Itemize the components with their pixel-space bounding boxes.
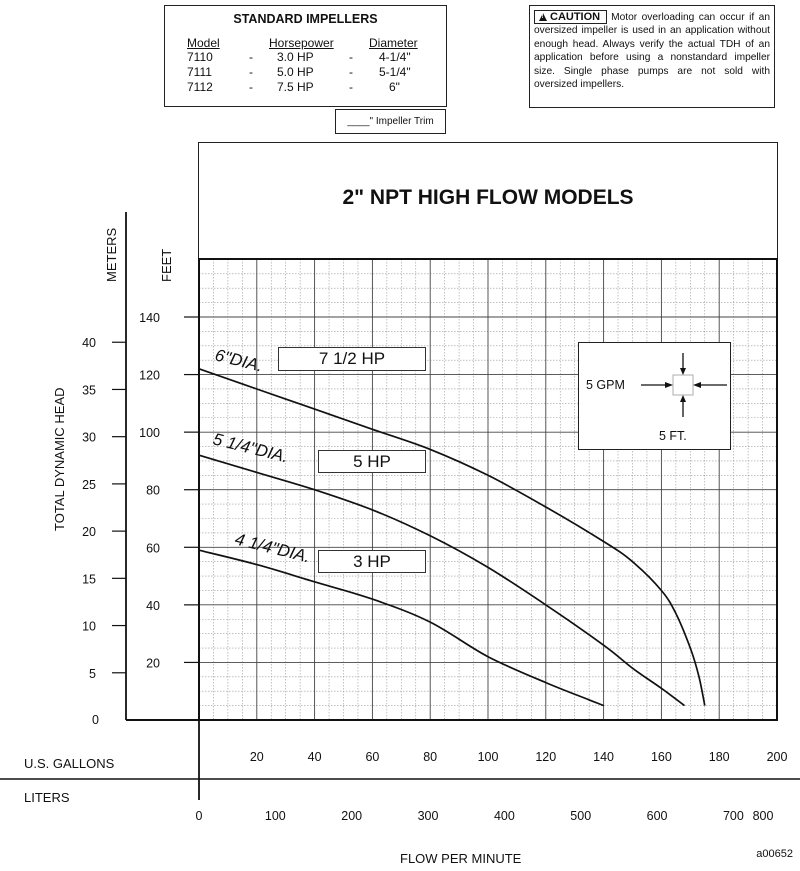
feet-tick-label: 140 bbox=[139, 311, 160, 325]
row-dia: 4-1/4" bbox=[379, 50, 411, 64]
liters-tick-label: 0 bbox=[195, 809, 203, 823]
row-dash: - bbox=[249, 50, 253, 64]
liters-tick-label: 200 bbox=[341, 809, 363, 823]
col-model: Model bbox=[187, 36, 220, 50]
dia-label-4-1-4: 4 1/4"DIA. bbox=[233, 529, 313, 567]
legend-ft: 5 FT. bbox=[659, 429, 687, 443]
impellers-heading: STANDARD IMPELLERS bbox=[233, 12, 378, 26]
meters-tick-label: 20 bbox=[82, 525, 96, 540]
gallons-tick-label: 80 bbox=[423, 750, 438, 764]
gallons-tick-label: 140 bbox=[593, 750, 615, 764]
liters-tick-label: 100 bbox=[264, 809, 286, 823]
chart-title: 2" NPT HIGH FLOW MODELS bbox=[198, 142, 778, 259]
row-hp: 3.0 HP bbox=[277, 50, 314, 64]
gallons-tick-label: 120 bbox=[535, 750, 557, 764]
feet-tick-label: 80 bbox=[146, 483, 160, 498]
feet-tick-label: 20 bbox=[146, 656, 160, 671]
row-model: 7111 bbox=[187, 65, 212, 79]
feet-tick-label: 100 bbox=[139, 426, 160, 441]
row-dash: - bbox=[349, 80, 353, 94]
row-dia: 6" bbox=[389, 80, 400, 94]
x-label-liters: LITERS bbox=[24, 790, 70, 805]
x-label-flow: FLOW PER MINUTE bbox=[400, 851, 522, 866]
col-horsepower: Horsepower bbox=[269, 36, 334, 50]
row-dia: 5-1/4" bbox=[379, 65, 411, 79]
feet-tick-label: 60 bbox=[146, 541, 160, 556]
liters-tick-label: 500 bbox=[570, 809, 592, 823]
y-label-tdh: TOTAL DYNAMIC HEAD bbox=[52, 387, 67, 531]
row-model: 7112 bbox=[187, 80, 213, 94]
row-dash: - bbox=[349, 65, 353, 79]
axis-labels bbox=[24, 228, 522, 867]
liters-tick-label: 300 bbox=[417, 809, 439, 823]
gallons-tick-label: 60 bbox=[365, 750, 380, 764]
liters-tick-label: 400 bbox=[493, 809, 515, 823]
dia-label-6: 6"DIA. bbox=[213, 345, 265, 376]
x-label-gallons: U.S. GALLONS bbox=[24, 756, 115, 771]
liters-tick-label: 800 bbox=[752, 809, 774, 823]
meters-tick-label: 15 bbox=[82, 572, 96, 587]
scale-arrows-icon bbox=[579, 343, 729, 447]
grid-scale-legend bbox=[578, 342, 731, 450]
impeller-trim-box: ____" Impeller Trim bbox=[335, 109, 446, 134]
figure-code: a00652 bbox=[756, 848, 793, 860]
meters-tick-label: 30 bbox=[82, 430, 96, 445]
gallons-tick-label: 20 bbox=[249, 750, 264, 764]
hp-label-5: 5 HP bbox=[318, 450, 426, 473]
meters-tick-label: 5 bbox=[89, 666, 96, 681]
hp-label-7-5: 7 1/2 HP bbox=[278, 347, 426, 371]
meters-tick-label: 40 bbox=[82, 336, 96, 351]
hp-label-3: 3 HP bbox=[318, 550, 426, 573]
liters-tick-label: 600 bbox=[646, 809, 668, 823]
row-dash: - bbox=[249, 80, 253, 94]
gallons-tick-label: 40 bbox=[307, 750, 322, 764]
caution-badge-label: CAUTION bbox=[550, 11, 601, 23]
gallons-tick-label: 200 bbox=[766, 750, 788, 764]
dia-label-5-1-4: 5 1/4"DIA. bbox=[211, 429, 291, 467]
meters-tick-label: 25 bbox=[82, 477, 96, 492]
gallons-tick-label: 180 bbox=[708, 750, 730, 764]
axes bbox=[0, 212, 800, 800]
feet-tick-label: 40 bbox=[146, 598, 160, 613]
row-hp: 5.0 HP bbox=[277, 65, 314, 79]
caution-text: Motor overloading can occur if an oversized impeller is used in an application without enough head. Always verify the actual TDH of an application before using a nonstandard impeller size. Single phase pumps are not sold with oversized impellers. bbox=[534, 12, 770, 91]
row-model: 7110 bbox=[187, 50, 213, 64]
col-diameter: Diameter bbox=[369, 36, 418, 50]
row-dash: - bbox=[249, 65, 253, 79]
y-label-feet: FEET bbox=[159, 248, 174, 282]
meters-tick-label: 35 bbox=[82, 383, 96, 398]
y-label-meters: METERS bbox=[104, 227, 119, 282]
row-dash: - bbox=[349, 50, 353, 64]
meters-tick-label: 0 bbox=[92, 713, 99, 727]
gallons-tick-label: 100 bbox=[477, 750, 499, 764]
gallons-tick-label: 160 bbox=[650, 750, 672, 764]
pump-curve-series-1 bbox=[199, 455, 685, 705]
meters-tick-label: 10 bbox=[82, 619, 96, 634]
legend-gpm: 5 GPM bbox=[586, 378, 625, 392]
liters-tick-label: 700 bbox=[722, 809, 744, 823]
feet-tick-label: 120 bbox=[139, 368, 160, 383]
row-hp: 7.5 HP bbox=[277, 80, 314, 94]
